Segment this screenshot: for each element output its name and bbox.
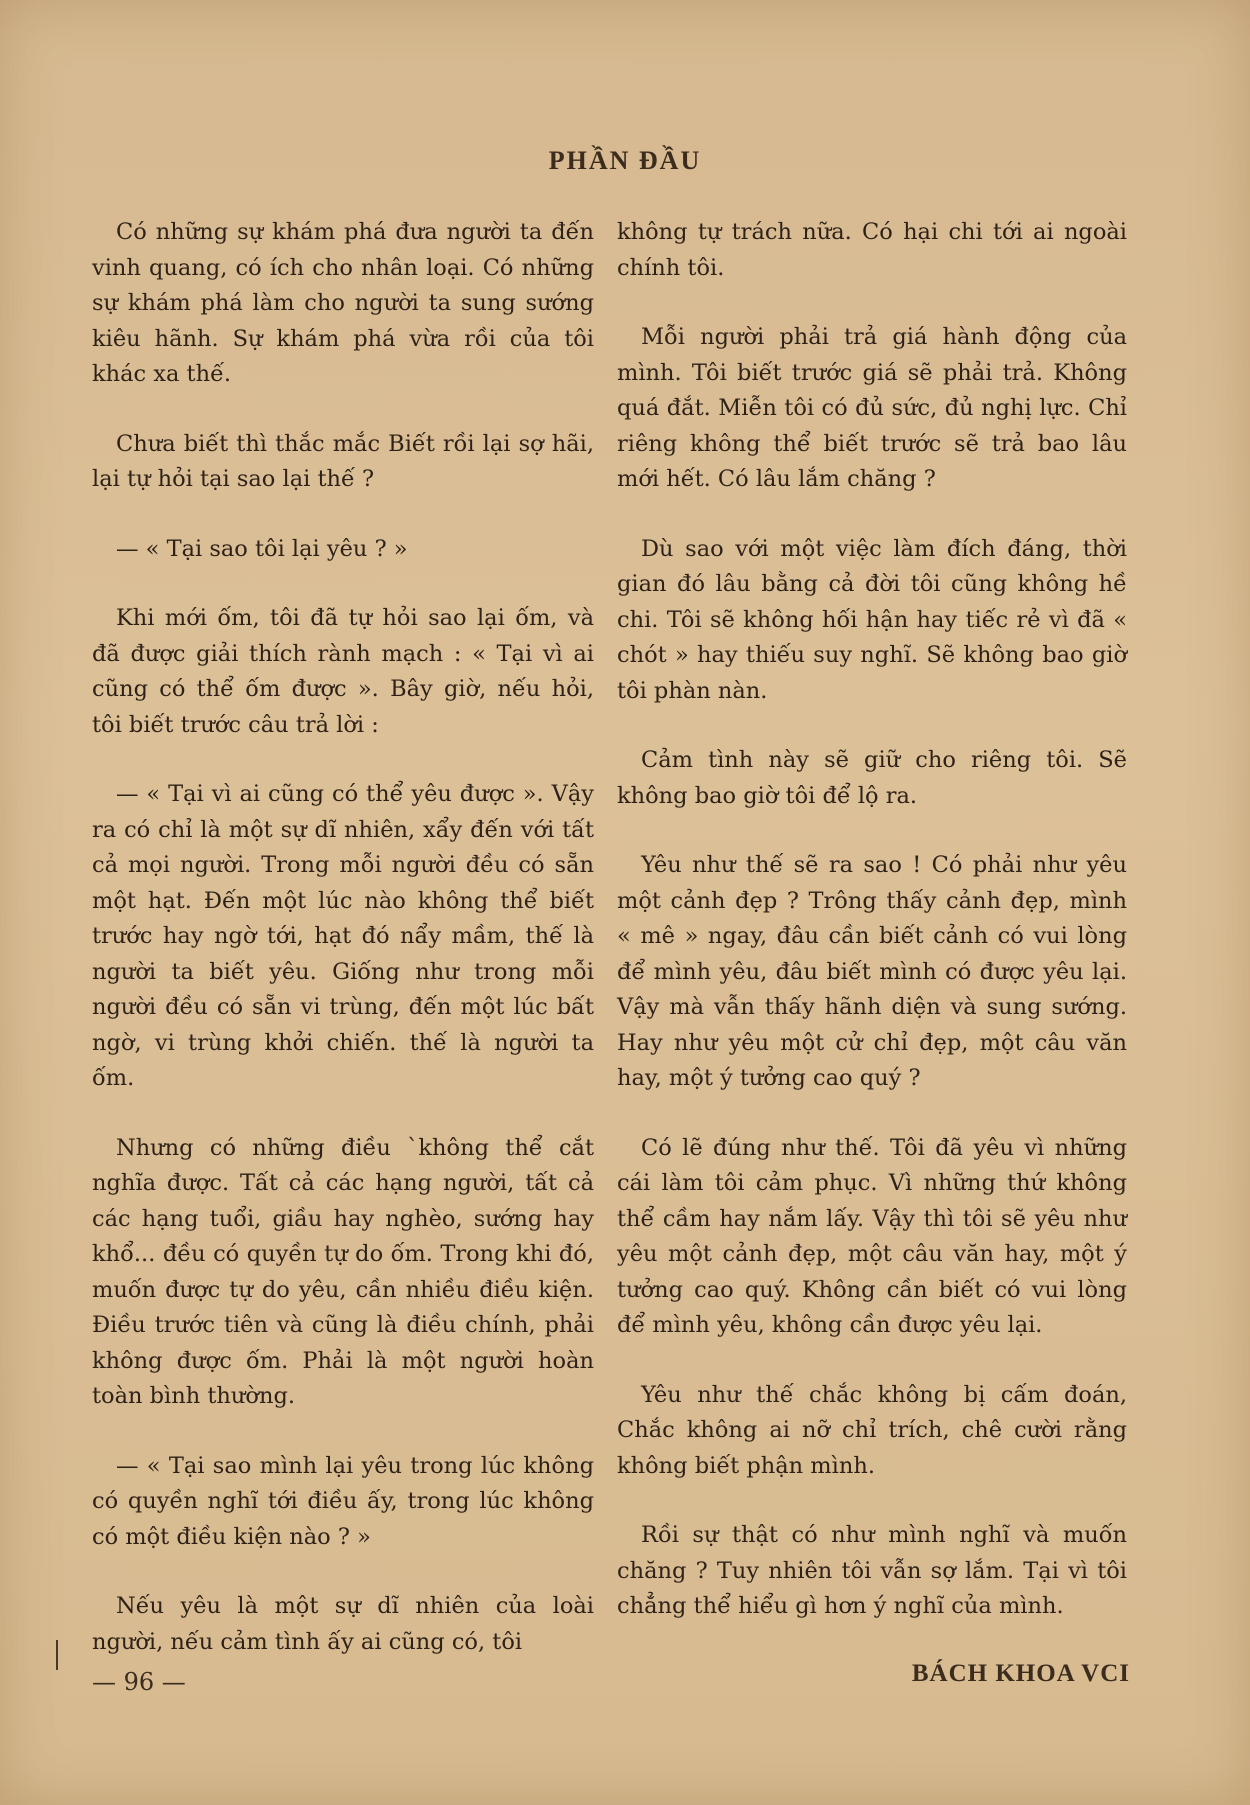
right-column	[617, 215, 1127, 1659]
paragraph: Yêu như thế chắc không bị cấm đoán, Chắc không ai nỡ chỉ trích, chê cười rằng không biết phận mình.	[617, 1381, 1127, 1479]
paragraph: — « Tại sao tôi lại yêu ? »	[116, 535, 408, 562]
publication-name: BÁCH KHOA VCI	[911, 1660, 1130, 1687]
paragraph: Có những sự khám phá đưa người ta đến vinh quang, có ích cho nhân loại. Có những sự khám phá làm cho người ta sung sướng kiêu hãnh. Sự khám phá vừa rồi của tôi khác xa thế.	[92, 219, 594, 387]
paragraph: Cảm tình này sẽ giữ cho riêng tôi. Sẽ không bao giờ tôi để lộ ra.	[617, 747, 1127, 809]
paragraph: Nhưng có những điều `không thể cắt nghĩa được. Tất cả các hạng người, tất cả các hạng tuổi, giầu hay nghèo, sướng hay khổ... đều có quyền tự do ốm. Trong khi đó, muốn được tự do yêu, cần nhiều điều kiện. Điều trước tiên và cũng là điều chính, phải không được ốm. Phải là một người hoàn toàn bình thường.	[92, 1134, 594, 1409]
paragraph: Yêu như thế sẽ ra sao ! Có phải như yêu một cảnh đẹp ? Trông thấy cảnh đẹp, mình « mê » ngay, đâu cần biết cảnh có vui lòng để mình yêu, đâu biết mình có được yêu lại. Vậy mà vẫn thấy hãnh diện và sung sướng. Hay như yêu một cử chỉ đẹp, một câu văn hay, một ý tưởng cao quý ?	[617, 852, 1127, 1091]
paragraph: Rồi sự thật có như mình nghĩ và muốn chăng ? Tuy nhiên tôi vẫn sợ lắm. Tại vì tôi chẳng thể hiểu gì hơn ý nghĩ của mình.	[617, 1522, 1127, 1619]
paragraph: — « Tại sao mình lại yêu trong lúc không có quyền nghĩ tới điều ấy, trong lúc không có một điều kiện nào ? »	[92, 1452, 594, 1550]
paragraph: Mỗi người phải trả giá hành động của mình. Tôi biết trước giá sẽ phải trả. Không quá đắt. Miễn tôi có đủ sức, đủ nghị lực. Chỉ riêng không thể biết trước sẽ trả bao lâu mới hết. Có lâu lắm chăng ?	[617, 324, 1127, 492]
margin-mark	[56, 1640, 58, 1670]
page-number: — 96 —	[92, 1668, 186, 1696]
left-column	[92, 215, 594, 1694]
paragraph: — « Tại vì ai cũng có thể yêu được ». Vậy ra có chỉ là một sự dĩ nhiên, xẩy đến với tất cả mọi người. Trong mỗi người đều có sẵn một hạt. Đến một lúc nào không thể biết trước hay ngờ tới, hạt đó nẩy mầm, thế là người ta biết yêu. Giống như trong mỗi người đều có sẵn vi trùng, đến một lúc bất ngờ, vi trùng khởi chiến. thế là người ta ốm.	[92, 781, 594, 1091]
page-title: PHẦN ĐẦU	[548, 146, 702, 175]
paragraph: Nếu yêu là một sự dĩ nhiên của loài người, nếu cảm tình ấy ai cũng có, tôi	[92, 1593, 594, 1655]
paragraph: Chưa biết thì thắc mắc Biết rồi lại sợ hãi, lại tự hỏi tại sao lại thế ?	[92, 430, 594, 492]
paragraph: Dù sao với một việc làm đích đáng, thời gian đó lâu bằng cả đời tôi cũng không hề chi. Tôi sẽ không hối hận hay tiếc rẻ vì đã « chót » hay thiếu suy nghĩ. Sẽ không bao giờ tôi phàn nàn.	[617, 535, 1127, 704]
paragraph: Khi mới ốm, tôi đã tự hỏi sao lại ốm, và đã được giải thích rành mạch : « Tại vì ai cũng có thể ốm được ». Bây giờ, nếu hỏi, tôi biết trước câu trả lời :	[92, 605, 594, 738]
paragraph: không tự trách nữa. Có hại chi tới ai ngoài chính tôi.	[617, 219, 1127, 281]
paragraph: Có lẽ đúng như thế. Tôi đã yêu vì những cái làm tôi cảm phục. Vì những thứ không thể cầm hay nắm lấy. Vậy thì tôi sẽ yêu như yêu một cảnh đẹp, một câu văn hay, một ý tưởng cao quý. Không cần biết có vui lòng để mình yêu, không cần được yêu lại.	[617, 1134, 1127, 1338]
